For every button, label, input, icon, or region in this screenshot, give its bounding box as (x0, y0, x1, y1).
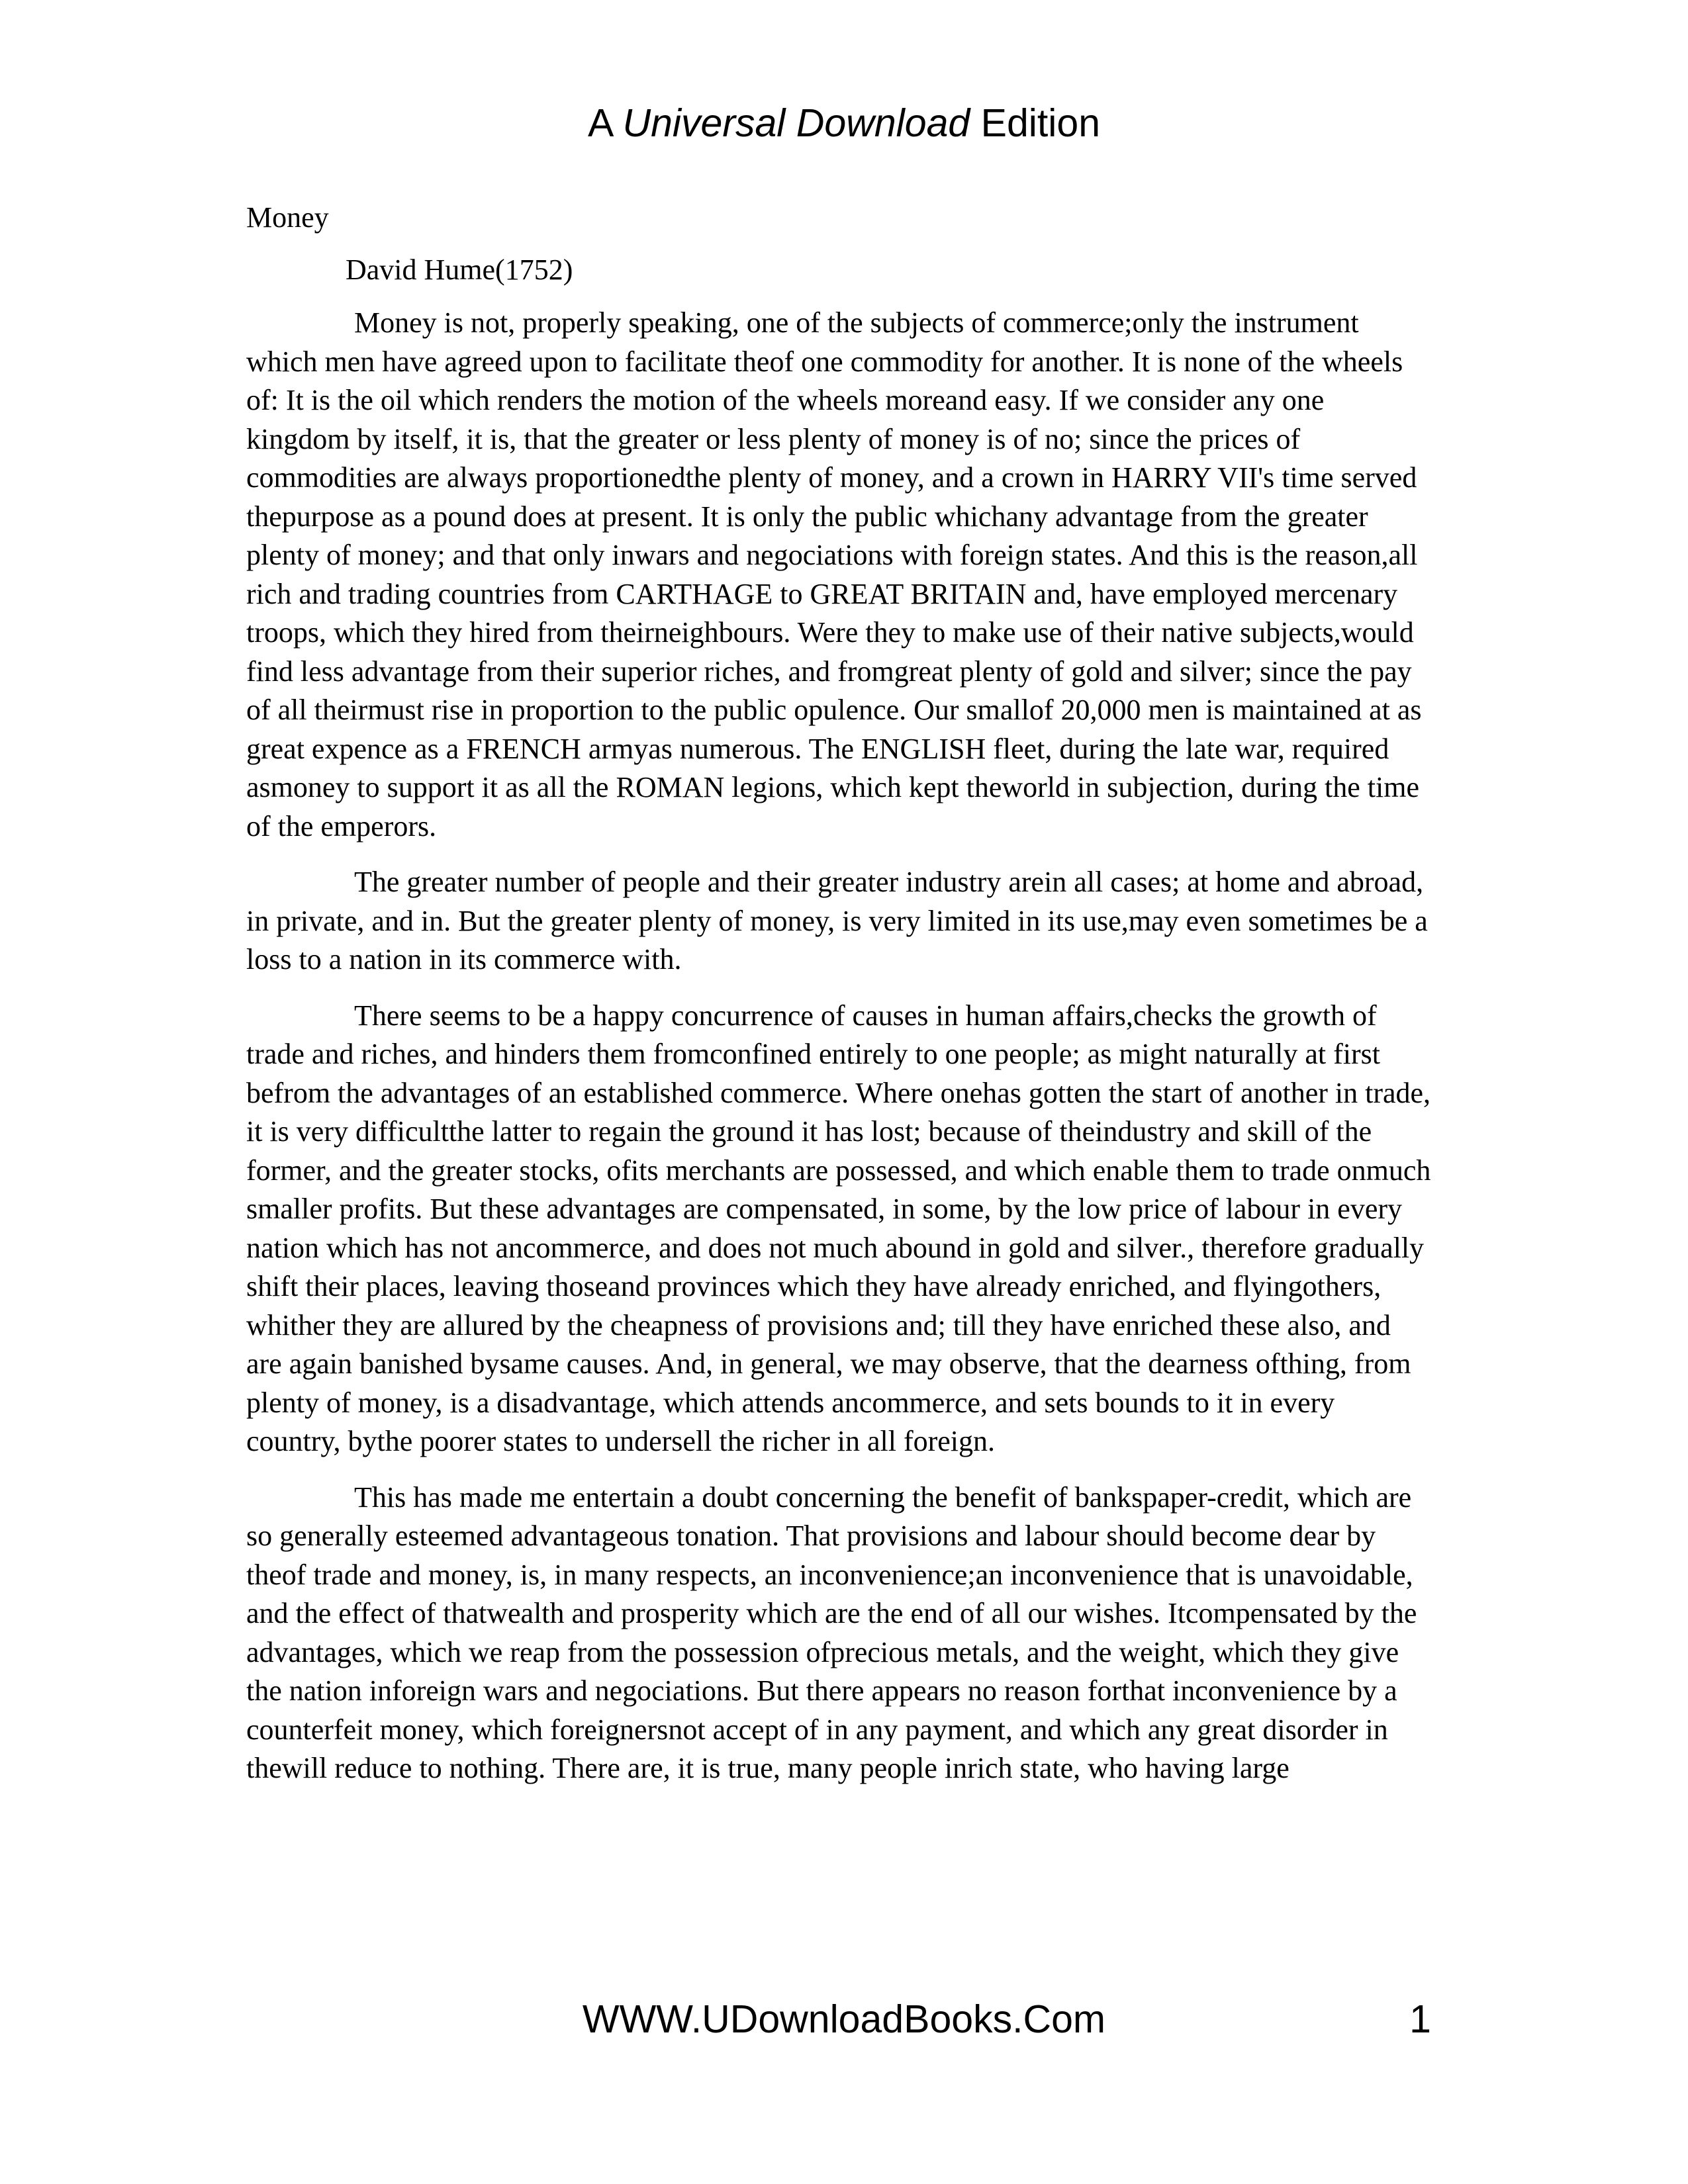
page-header (0, 99, 1688, 147)
page-number: 1 (1409, 1997, 1431, 2041)
header-prefix: A (587, 101, 612, 145)
paragraph: There seems to be a happy concurrence of causes in human affairs,checks the growth of trade and riches, and hinders them fromconfined entirely to one people; as might naturally at first befrom the advantages of an established commerce. Where onehas gotten the start of another in trade, it is very difficultthe latter to regain the ground it has lost; because of theindustry and skill of the former, and the greater stocks, ofits merchants are possessed, and which enable them to trade onmuch smaller profits. But these advantages are compensated, in some, by the low price of labour in every nation which has not ancommerce, and does not much abound in gold and silver., therefore gradually shift their places, leaving thoseand provinces which they have already enriched, and flyingothers, whither they are allured by the cheapness of provisions and; till they have enriched these also, and are again banished bysame causes. And, in general, we may observe, that the dearness ofthing, from plenty of money, is a disadvantage, which attends ancommerce, and sets bounds to it in every country, bythe poorer states to undersell the richer in all foreign. (246, 999, 1431, 1457)
header-emphasis: Universal Download (622, 101, 970, 145)
document-title: Money (246, 201, 329, 234)
paragraph: The greater number of people and their greater industry arein all cases; at home and abroad, in private, and in. But the greater plenty of money, is very limited in its use,may even sometimes be a loss to a nation in its commerce with. (246, 866, 1428, 976)
document-author: David Hume(1752) (346, 253, 573, 286)
header-suffix: Edition (980, 101, 1101, 145)
paragraph: Money is not, properly speaking, one of the subjects of commerce;only the instrument which men have agreed upon to facilitate theof one commodity for another. It is none of the wheels of: It is the oil which renders the motion of the wheels moreand easy. If we consider any one kingdom by itself, it is, that the greater or less plenty of money is of no; since the prices of commodities are always proportionedthe plenty of money, and a crown in HARRY VII's time served thepurpose as a pound does at present. It is only the public whichany advantage from the greater plenty of money; and that only inwars and negociations with foreign states. And this is the reason,all rich and trading countries from CARTHAGE to GREAT BRITAIN and, have employed mercenary troops, which they hired from theirneighbours. Were they to make use of their native subjects,would find less advantage from their superior riches, and fromgreat plenty of gold and silver; since the pay of all theirmust rise in proportion to the public opulence. Our smallof 20,000 men is maintained at as great expence as a FRENCH armyas numerous. The ENGLISH fleet, during the late war, required asmoney to support it as all the ROMAN legions, which kept theworld in subjection, during the time of the emperors. (246, 306, 1422, 842)
paragraph: This has made me entertain a doubt concerning the benefit of bankspaper-credit, which are so generally esteemed advantageous tonation. That provisions and labour should become dear by theof trade and money, is, in many respects, an inconvenience;an inconvenience that is unavoidable, and the effect of thatwealth and prosperity which are the end of all our wishes. Itcompensated by the advantages, which we reap from the possession ofprecious metals, and the weight, which they give the nation inforeign wars and negociations. But there appears no reason forthat inconvenience by a counterfeit money, which foreignersnot accept of in any payment, and which any great disorder in thewill reduce to nothing. There are, it is true, many people inrich state, who having large (246, 1480, 1417, 1784)
document-body (246, 199, 1431, 1805)
footer-website: WWW.UDownloadBooks.Com (582, 1997, 1106, 2041)
